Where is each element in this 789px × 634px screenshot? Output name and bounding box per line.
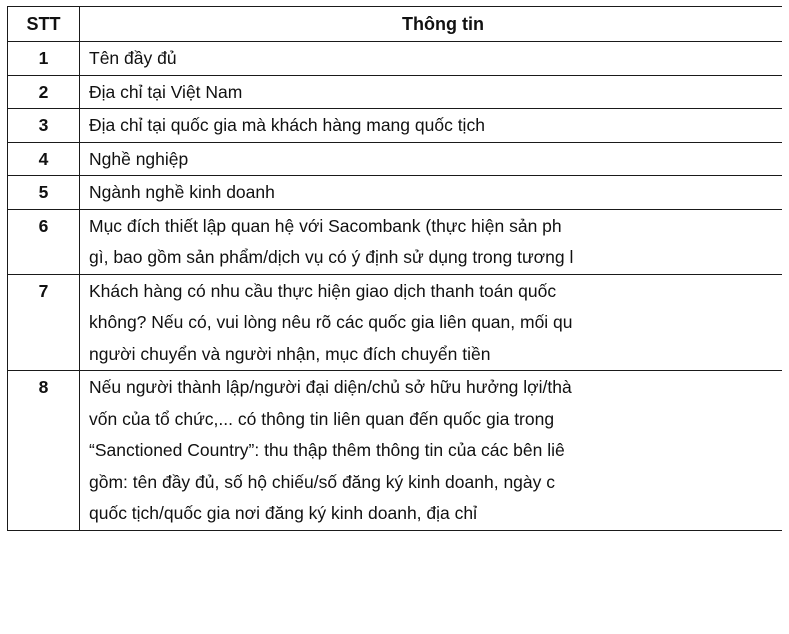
table-row (8, 274, 789, 371)
table-row (8, 75, 789, 109)
information-table (7, 6, 789, 531)
row-number: 3 (8, 109, 80, 143)
info-line: Địa chỉ tại quốc gia mà khách hàng mang quốc tịch (89, 115, 485, 135)
row-number: 7 (8, 274, 80, 371)
row-info (80, 142, 789, 176)
info-line: Tên đầy đủ (89, 48, 177, 68)
row-number: 5 (8, 176, 80, 210)
row-number: 8 (8, 371, 80, 531)
table-row (8, 109, 789, 143)
info-line: Khách hàng có nhu cầu thực hiện giao dịch thanh toán quốc (89, 280, 557, 301)
info-line: gì, bao gồm sản phẩm/dịch vụ có ý định sử dụng trong tương l (89, 247, 574, 267)
table-header-row (8, 7, 789, 42)
crop-edge (782, 0, 789, 634)
table-row (8, 371, 789, 531)
table-row (8, 42, 789, 76)
info-line: Địa chỉ tại Việt Nam (89, 81, 243, 102)
info-line: gồm: tên đầy đủ, số hộ chiếu/số đăng ký kinh doanh, ngày c (89, 471, 556, 492)
info-line: người chuyển và người nhận, mục đích chuyển tiền (89, 343, 491, 364)
table-row (8, 176, 789, 210)
row-number: 2 (8, 75, 80, 109)
table-row (8, 209, 789, 274)
row-info (80, 75, 789, 109)
row-number: 1 (8, 42, 80, 76)
row-info (80, 176, 789, 210)
table-row (8, 142, 789, 176)
info-line: Mục đích thiết lập quan hệ với Sacombank (thực hiện sản ph (89, 215, 562, 236)
info-line: không? Nếu có, vui lòng nêu rõ các quốc gia liên quan, mối qu (89, 312, 573, 332)
info-line: “Sanctioned Country”: thu thập thêm thông tin của các bên liê (89, 440, 565, 460)
row-info (80, 42, 789, 76)
header-info: Thông tin (80, 7, 789, 42)
info-line: vốn của tổ chức,... có thông tin liên quan đến quốc gia trong (89, 408, 555, 429)
info-line: quốc tịch/quốc gia nơi đăng ký kinh doanh, địa chỉ (89, 503, 477, 523)
info-line: Ngành nghề kinh doanh (89, 182, 275, 202)
info-line: Nghề nghiệp (89, 148, 189, 169)
row-info (80, 109, 789, 143)
row-info (80, 274, 789, 371)
header-stt: STT (8, 7, 80, 42)
row-number: 4 (8, 142, 80, 176)
row-info (80, 209, 789, 274)
info-line: Nếu người thành lập/người đại diện/chủ sở hữu hưởng lợi/thà (89, 377, 572, 397)
row-info (80, 371, 789, 531)
row-number: 6 (8, 209, 80, 274)
